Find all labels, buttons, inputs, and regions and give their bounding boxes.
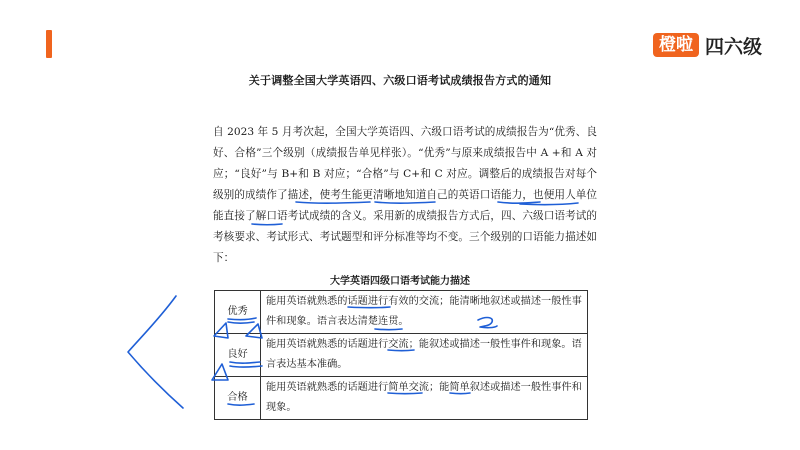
ability-table xyxy=(214,290,588,420)
description-cell: 能用英语就熟悉的话题进行简单交流；能简单叙述或描述一般性事件和现象。 xyxy=(261,377,588,420)
document-title: 关于调整全国大学英语四、六级口语考试成绩报告方式的通知 xyxy=(248,74,552,87)
description-cell: 能用英语就熟悉的话题进行交流；能叙述或描述一般性事件和现象。语言表达基本准确。 xyxy=(261,334,588,377)
brand-logo xyxy=(653,32,762,58)
table-row xyxy=(215,377,588,420)
ink-bracket xyxy=(128,296,183,408)
document-body: 自 2023 年 5 月考次起，全国大学英语四、六级口语考试的成绩报告为“优秀、良好、合格”三个级别（成绩报告单见样张）。“优秀”与原来成绩报告中 A +和 A 对应；“良好”与 B+和 B 对应；“合格”与 C+和 C 对应。调整后的成绩报告对每个级别的成绩作了描述，使考生能更清晰地知道自己的英语口语能力，也便用人单位能直接了解口语考试成绩的含义。采用新的成绩报告方式后，四、六级口语考试的考核要求、考试形式、考试题型和评分标准等均不变。三个级别的口语能力描述如下： xyxy=(213,126,597,264)
table-row xyxy=(215,334,588,377)
table-title: 大学英语四级口语考试能力描述 xyxy=(330,276,470,287)
level-cell: 良好 xyxy=(215,334,261,377)
table-row xyxy=(215,291,588,334)
brand-badge: 橙啦 xyxy=(653,33,699,57)
accent-bar xyxy=(46,30,52,58)
brand-name: 四六级 xyxy=(704,35,762,58)
level-cell: 合格 xyxy=(215,377,261,420)
description-cell: 能用英语就熟悉的话题进行有效的交流；能清晰地叙述或描述一般性事件和现象。语言表达清楚连贯。 xyxy=(261,291,588,334)
level-cell: 优秀 xyxy=(215,291,261,334)
